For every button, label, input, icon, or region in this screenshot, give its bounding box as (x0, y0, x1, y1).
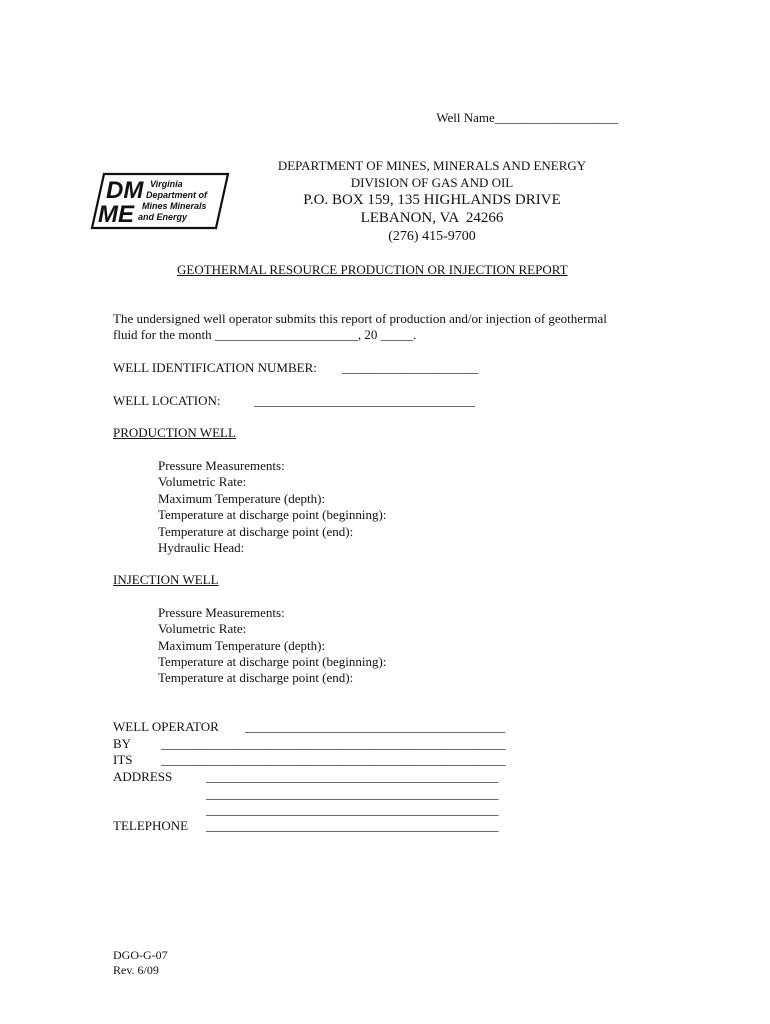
production-item-hydraulic-head: Hydraulic Head: (158, 540, 245, 555)
form-revision: Rev. 6/09 (113, 963, 159, 977)
address-blank-3[interactable]: _____________________________________________ (206, 802, 499, 817)
well-location-blank[interactable]: __________________________________ (254, 393, 475, 408)
injection-item-max-temperature: Maximum Temperature (depth): (158, 638, 326, 653)
agency-line-2: DIVISION OF GAS AND OIL (350, 175, 514, 190)
agency-line-5: (276) 415-9700 (388, 229, 476, 244)
address-blank-2[interactable]: _____________________________________________ (206, 786, 499, 801)
intro-line-1: The undersigned well operator submits this report of production and/or injection of geothermal (113, 311, 607, 326)
its-label: ITS (113, 752, 133, 767)
injection-item-temp-end: Temperature at discharge point (end): (158, 670, 354, 685)
agency-line-1: DEPARTMENT OF MINES, MINERALS AND ENERGY (277, 158, 587, 173)
well-identification-label: WELL IDENTIFICATION NUMBER: (113, 360, 317, 375)
injection-item-volumetric-rate: Volumetric Rate: (158, 621, 247, 636)
logo-text-line-3: Mines Minerals (142, 201, 207, 211)
injection-well-heading: INJECTION WELL (113, 572, 219, 587)
address-label: ADDRESS (113, 769, 173, 784)
its-blank[interactable]: _____________________________________________________ (161, 752, 506, 767)
well-operator-blank[interactable]: ________________________________________ (245, 719, 505, 734)
well-location-label: WELL LOCATION: (113, 393, 221, 408)
logo-text-line-2: Department of (146, 190, 208, 200)
by-blank[interactable]: _____________________________________________________ (161, 736, 506, 751)
well-name-blank[interactable]: ___________________ (494, 110, 619, 125)
production-item-max-temperature: Maximum Temperature (depth): (158, 491, 326, 506)
injection-item-temp-beginning: Temperature at discharge point (beginning): (158, 654, 387, 669)
well-operator-label: WELL OPERATOR (113, 719, 219, 734)
production-item-temp-end: Temperature at discharge point (end): (158, 524, 354, 539)
logo-letters-top: DM (106, 177, 144, 204)
agency-line-4: LEBANON, VA 24266 (360, 210, 504, 226)
intro-line-2[interactable]: fluid for the month ______________________, 20 _____. (113, 327, 417, 342)
logo-text-line-1: Virginia (150, 179, 183, 189)
logo-letters-bottom: ME (98, 201, 134, 228)
well-name-field (430, 94, 618, 126)
address-blank-1[interactable]: _____________________________________________ (206, 769, 499, 784)
well-identification-blank[interactable]: _____________________ (342, 360, 479, 375)
well-name-label: Well Name (436, 110, 495, 125)
telephone-label: TELEPHONE (113, 818, 189, 833)
telephone-blank[interactable]: _____________________________________________ (206, 818, 499, 833)
production-item-volumetric-rate: Volumetric Rate: (158, 474, 247, 489)
production-item-pressure: Pressure Measurements: (158, 458, 285, 473)
production-item-temp-beginning: Temperature at discharge point (beginning): (158, 507, 387, 522)
injection-item-pressure: Pressure Measurements: (158, 605, 285, 620)
production-well-heading: PRODUCTION WELL (113, 425, 236, 440)
form-number: DGO-G-07 (113, 948, 168, 962)
agency-line-3: P.O. BOX 159, 135 HIGHLANDS DRIVE (303, 192, 561, 208)
by-label: BY (113, 736, 132, 751)
logo-text-line-4: and Energy (138, 212, 188, 222)
report-title: GEOTHERMAL RESOURCE PRODUCTION OR INJECTION REPORT (177, 262, 568, 277)
